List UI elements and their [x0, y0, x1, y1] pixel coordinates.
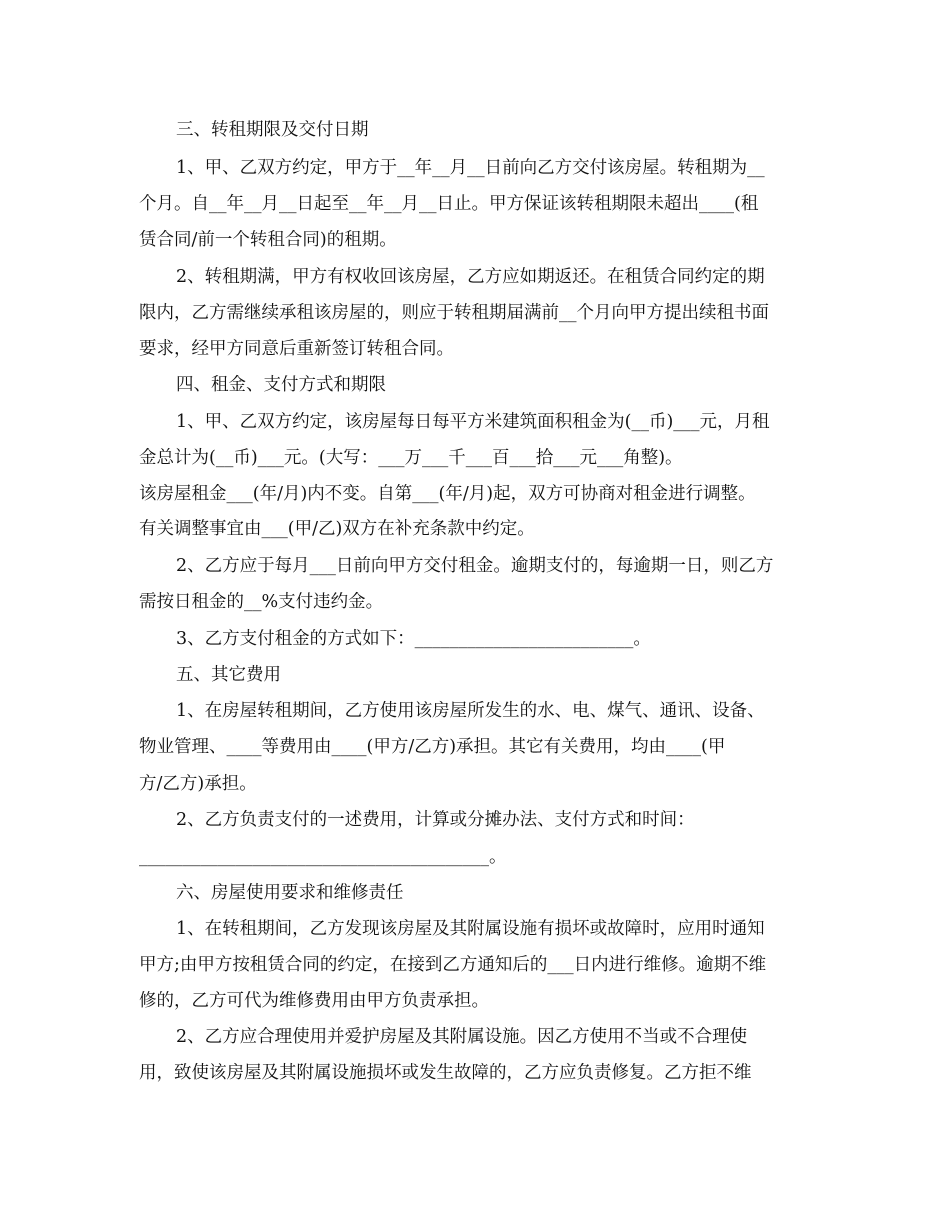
- text-line: 要求，经甲方同意后重新签订转租合同。: [139, 339, 454, 359]
- text-line: 2、乙方应于每月___日前向甲方交付租金。逾期支付的，每逾期一日，则乙方: [176, 556, 774, 576]
- text-line: 1、在转租期间，乙方发现该房屋及其附属设施有损坏或故障时，应用时通知: [176, 919, 765, 939]
- text-line: 1、甲、乙双方约定，该房屋每日每平方米建筑面积租金为(__币)___元，月租: [176, 412, 770, 432]
- text-line: 物业管理、____等费用由____(甲方/乙方)承担。其它有关费用，均由____(甲: [139, 737, 726, 757]
- section-heading-4: 四、租金、支付方式和期限: [176, 375, 386, 395]
- text-line: 1、甲、乙双方约定，甲方于__年__月__日前向乙方交付该房屋。转租期为__: [176, 158, 765, 178]
- text-line: 3、乙方支付租金的方式如下：_________________________。: [176, 629, 651, 649]
- text-line: 用，致使该房屋及其附属设施损坏或发生故障的，乙方应负责修复。乙方拒不维: [139, 1063, 752, 1083]
- text-line: 该房屋租金___(年/月)内不变。自第___(年/月)起，双方可协商对租金进行调整。: [139, 484, 756, 504]
- text-line: 需按日租金的__%支付违约金。: [139, 592, 384, 612]
- text-line: 金总计为(__币)___元。(大写：___万___千___百___拾___元___角整)。: [139, 448, 683, 468]
- text-line: 个月。自__年__月__日起至__年__月__日止。甲方保证该转租期限未超出____(租: [139, 194, 759, 214]
- text-line: 方/乙方)承担。: [139, 774, 257, 794]
- text-line: 2、转租期满，甲方有权收回该房屋，乙方应如期返还。在租赁合同约定的期: [176, 267, 765, 287]
- text-line: 修的，乙方可代为维修费用由甲方负责承担。: [139, 991, 489, 1011]
- section-heading-6: 六、房屋使用要求和维修责任: [176, 883, 404, 903]
- text-line: 1、在房屋转租期间，乙方使用该房屋所发生的水、电、煤气、通讯、设备、: [176, 701, 765, 721]
- text-line: 2、乙方应合理使用并爱护房屋及其附属设施。因乙方使用不当或不合理使: [176, 1027, 748, 1047]
- text-line: 甲方;由甲方按租赁合同的约定，在接到乙方通知后的___日内进行维修。逾期不维: [139, 955, 767, 975]
- blank-line: ________________________________________。: [139, 847, 507, 867]
- text-line: 2、乙方负责支付的一述费用，计算或分摊办法、支付方式和时间：: [176, 810, 695, 830]
- text-line: 有关调整事宜由___(甲/乙)双方在补充条款中约定。: [139, 519, 535, 539]
- text-line: 限内，乙方需继续承租该房屋的，则应于转租期届满前__个月向甲方提出续租书面: [139, 303, 769, 323]
- section-heading-5: 五、其它费用: [176, 665, 281, 685]
- section-heading-3: 三、转租期限及交付日期: [176, 120, 369, 140]
- text-line: 赁合同/前一个转租合同)的租期。: [139, 230, 397, 250]
